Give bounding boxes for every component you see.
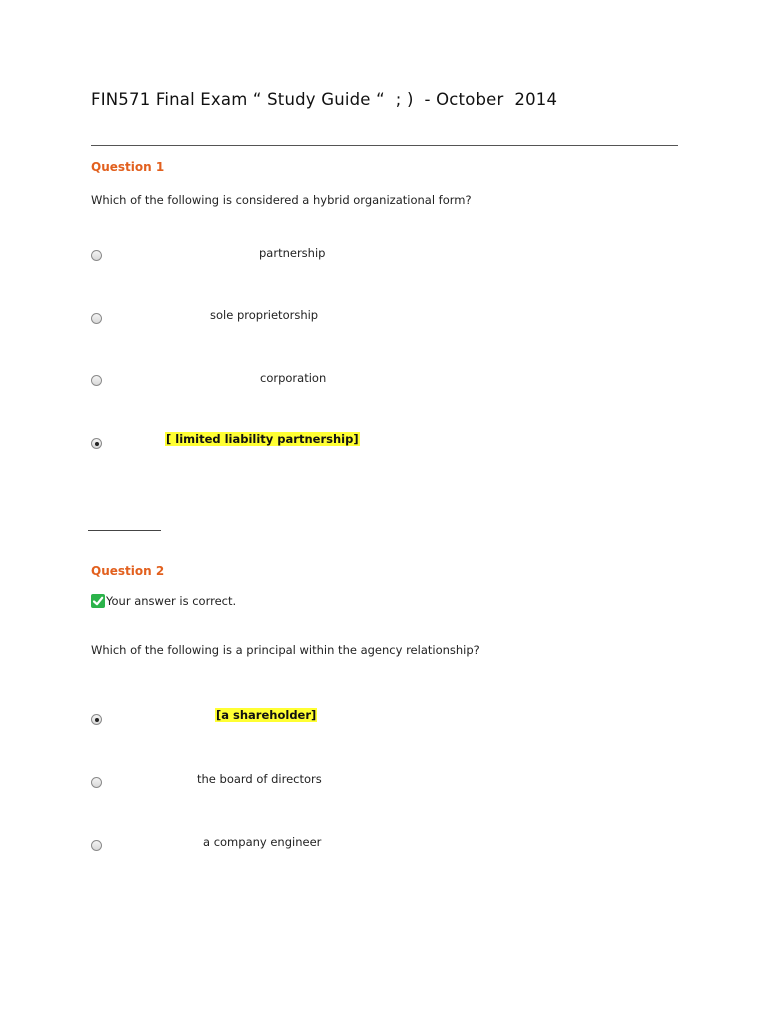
question-1-option-1-label: partnership: [259, 246, 326, 260]
question-1-option-2-label: sole proprietorship: [210, 308, 319, 322]
answer-feedback: [91, 594, 236, 608]
feedback-text: Your answer is correct.: [106, 594, 237, 608]
question-2-option-1-label: [a shareholder]: [216, 708, 317, 722]
section-divider: [88, 530, 161, 531]
checkmark-icon: [91, 594, 105, 608]
question-1-option-4-radio[interactable]: [91, 438, 102, 449]
question-1-option-2-radio[interactable]: [91, 313, 102, 324]
question-2-option-2-label: the board of directors: [197, 772, 322, 786]
question-2-heading: Question 2: [91, 564, 165, 578]
question-2-option-3-radio[interactable]: [91, 840, 102, 851]
question-1-option-3-radio[interactable]: [91, 375, 102, 386]
question-2-option-3-label: a company engineer: [203, 835, 322, 849]
page-title: FIN571 Final Exam “ Study Guide “ ; ) - October 2014: [91, 90, 558, 109]
question-2-option-2-radio[interactable]: [91, 777, 102, 788]
question-1-option-1-radio[interactable]: [91, 250, 102, 261]
question-1-heading: Question 1: [91, 160, 165, 174]
title-divider: [91, 145, 678, 146]
question-1-prompt: Which of the following is considered a hybrid organizational form?: [91, 193, 472, 207]
question-1-option-4-label: [ limited liability partnership]: [166, 432, 359, 446]
question-2-prompt: Which of the following is a principal within the agency relationship?: [91, 643, 480, 657]
question-2-option-1-radio[interactable]: [91, 714, 102, 725]
question-1-option-3-label: corporation: [260, 371, 327, 385]
